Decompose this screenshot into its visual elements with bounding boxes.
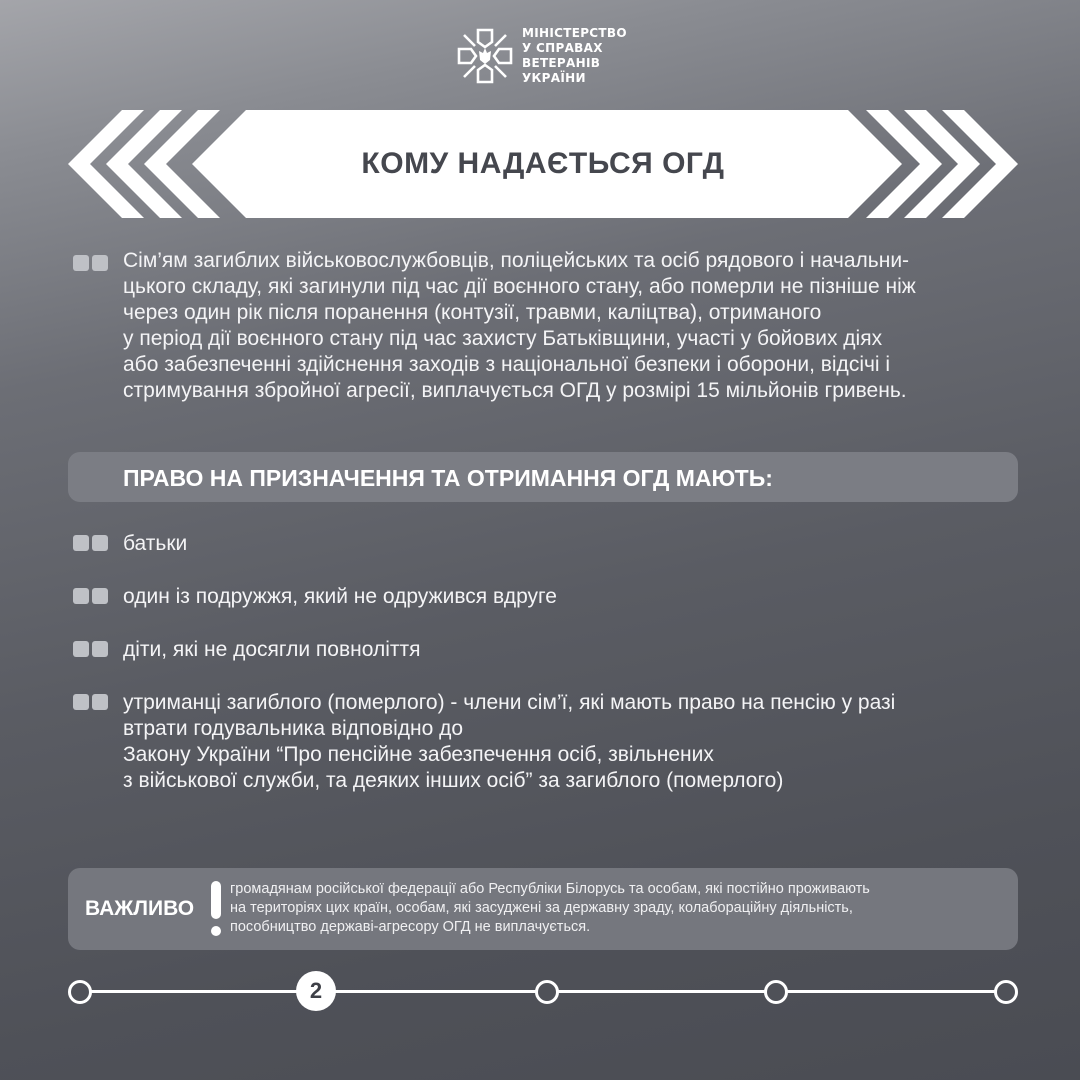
important-label: ВАЖЛИВО	[85, 897, 195, 920]
important-line: громадянам російської федерації або Республіки Білорусь та особам, які постійно проживають	[230, 881, 870, 897]
section-header	[68, 452, 1018, 502]
ministry-emblem-icon	[456, 27, 514, 85]
ministry-logo	[456, 26, 627, 86]
section-title: ПРАВО НА ПРИЗНАЧЕННЯ ТА ОТРИМАННЯ ОГД МАЮТЬ:	[123, 465, 773, 491]
page-dot-4[interactable]	[764, 980, 788, 1004]
list-item-text: Закону України “Про пенсійне забезпечення осіб, звільнених	[123, 743, 714, 766]
intro-line: через один рік після поранення (контузії, травми, каліцтва), отриманого	[123, 301, 822, 324]
list-item	[123, 531, 187, 557]
current-page-indicator[interactable]: 2	[296, 971, 336, 1011]
title-banner	[68, 110, 1018, 218]
list-item-text: діти, які не досягли повноліття	[123, 638, 421, 661]
bullet-icon	[73, 694, 109, 710]
page-dot-3[interactable]	[535, 980, 559, 1004]
page-title: КОМУ НАДАЄТЬСЯ ОГД	[361, 147, 725, 180]
list-item-text: батьки	[123, 532, 188, 555]
bullet-icon	[73, 588, 109, 604]
list-item	[123, 584, 557, 610]
important-text	[230, 880, 1010, 937]
intro-line: цького складу, які загинули під час дії воєнного стану, або померли не пізніше ніж	[123, 275, 916, 298]
list-item-text: один із подружжя, який не одружився вдруге	[123, 585, 557, 608]
logo-line: УКРАЇНИ	[522, 71, 586, 85]
logo-line: МІНІСТЕРСТВО	[522, 26, 627, 40]
intro-line: або забезпеченні здійснення заходів з національної безпеки і оборони, відсічі і	[123, 353, 891, 376]
list-item	[123, 690, 895, 794]
list-item	[123, 637, 420, 663]
ministry-name	[522, 26, 627, 86]
logo-line: ВЕТЕРАНІВ	[522, 56, 601, 70]
exclamation-icon	[209, 881, 223, 937]
list-item-text: утриманці загиблого (померлого) - члени сім’ї, які мають право на пенсію у разі	[123, 691, 896, 714]
list-item-text: з військової служби, та деяких інших осіб” за загиблого (померлого)	[123, 769, 784, 792]
bullet-icon	[73, 255, 109, 271]
logo-line: У СПРАВАХ	[522, 41, 603, 55]
intro-line: у період дії воєнного стану під час захисту Батьківщини, участі у бойових діях	[123, 327, 883, 350]
page-dot-1[interactable]	[68, 980, 92, 1004]
important-note	[68, 868, 1018, 950]
pagination	[0, 965, 1080, 1020]
list-item-text: втрати годувальника відповідно до	[123, 717, 464, 740]
intro-line: стримування збройної агресії, виплачується ОГД у розмірі 15 мільйонів гривень.	[123, 379, 907, 402]
bullet-icon	[73, 641, 109, 657]
intro-paragraph	[123, 248, 1028, 404]
intro-line: Сім’ям загиблих військовослужбовців, поліцейських та осіб рядового і начальни-	[123, 249, 910, 272]
bullet-icon	[73, 535, 109, 551]
page-dot-5[interactable]	[994, 980, 1018, 1004]
important-line: пособництво державі-агресору ОГД не виплачується.	[230, 919, 591, 935]
important-line: на територіях цих країн, особам, які засуджені за державну зраду, колабораційну діяльність,	[230, 900, 853, 916]
